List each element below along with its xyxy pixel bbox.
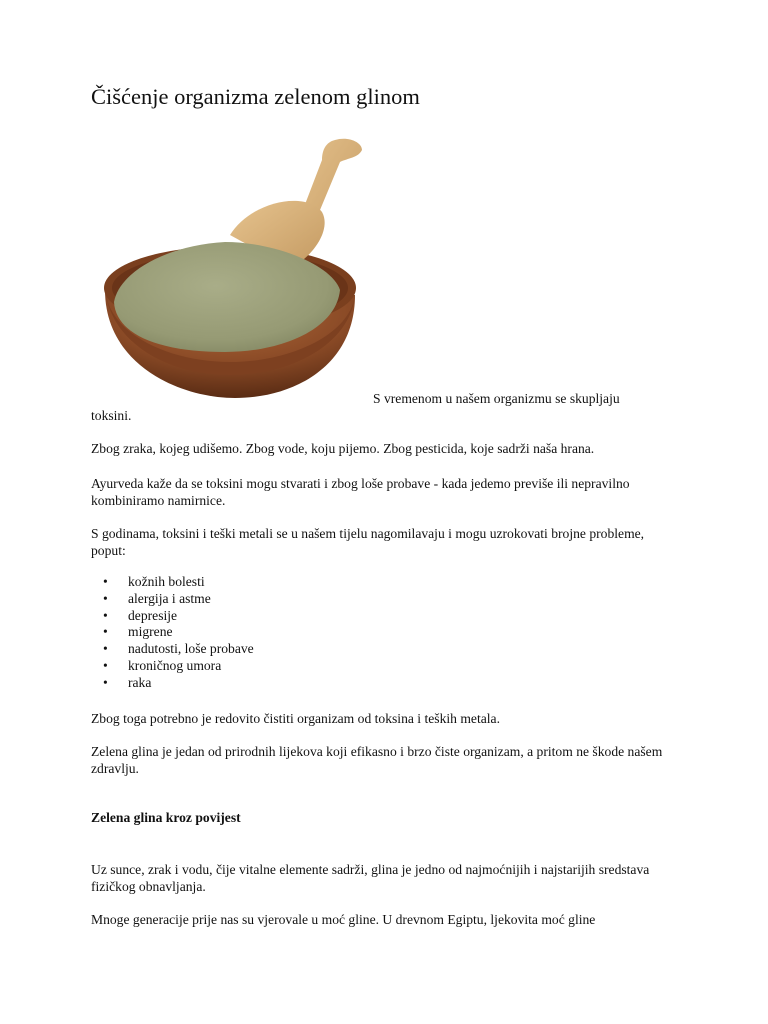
bullet-icon: • bbox=[103, 574, 108, 589]
list-item: • migrene bbox=[103, 624, 173, 640]
paragraph-zrak: Zbog zraka, kojeg udišemo. Zbog vode, koju pijemo. Zbog pesticida, koje sadrži naša hrana. bbox=[91, 441, 595, 456]
bullet-icon: • bbox=[103, 641, 108, 657]
bullet-icon: • bbox=[103, 624, 108, 640]
page-title: Čišćenje organizma zelenom glinom bbox=[91, 84, 420, 109]
bullet-icon: • bbox=[103, 590, 108, 606]
bullet-icon: • bbox=[103, 607, 108, 623]
list-item: • alergija i astme bbox=[103, 590, 211, 606]
problems-list bbox=[91, 574, 254, 692]
bullet-icon: • bbox=[103, 674, 108, 690]
paragraph-toksini: toksini. bbox=[91, 408, 132, 423]
section-heading: Zelena glina kroz povijest bbox=[91, 810, 241, 825]
bullet-icon: • bbox=[103, 657, 108, 673]
list-item: • kožnih bolesti bbox=[103, 574, 205, 589]
paragraph-zelena: Zelena glina je jedan od prirodnih lijekova koji efikasno i brzo čiste organizam, a pritom ne škode našem zdravlju. bbox=[91, 744, 663, 776]
clay-bowl-image bbox=[100, 130, 370, 405]
paragraph-float: S vremenom u našem organizmu se skupljaju bbox=[373, 391, 620, 406]
list-item: • raka bbox=[103, 674, 152, 690]
paragraph-ayurveda: Ayurveda kaže da se toksini mogu stvarati i zbog loše probave - kada jedemo previše ili nepravilno kombiniramo namirnice. bbox=[91, 476, 630, 508]
paragraph-potrebno: Zbog toga potrebno je redovito čistiti organizam od toksina i teških metala. bbox=[91, 711, 500, 726]
list-item: • kroničnog umora bbox=[103, 657, 222, 673]
list-item: • depresije bbox=[103, 607, 178, 623]
paragraph-sunce: Uz sunce, zrak i vodu, čije vitalne elemente sadrži, glina je jedno od najmoćnijih i najstarijih sredstava fizičkog obnavljanja. bbox=[91, 862, 650, 894]
list-item: • nadutosti, loše probave bbox=[103, 641, 254, 657]
paragraph-generacije: Mnoge generacije prije nas su vjerovale u moć gline. U drevnom Egiptu, ljekovita moć gline bbox=[91, 912, 596, 927]
paragraph-godinama: S godinama, toksini i teški metali se u našem tijelu nagomilavaju i mogu uzrokovati brojne probleme, poput: bbox=[91, 526, 645, 558]
